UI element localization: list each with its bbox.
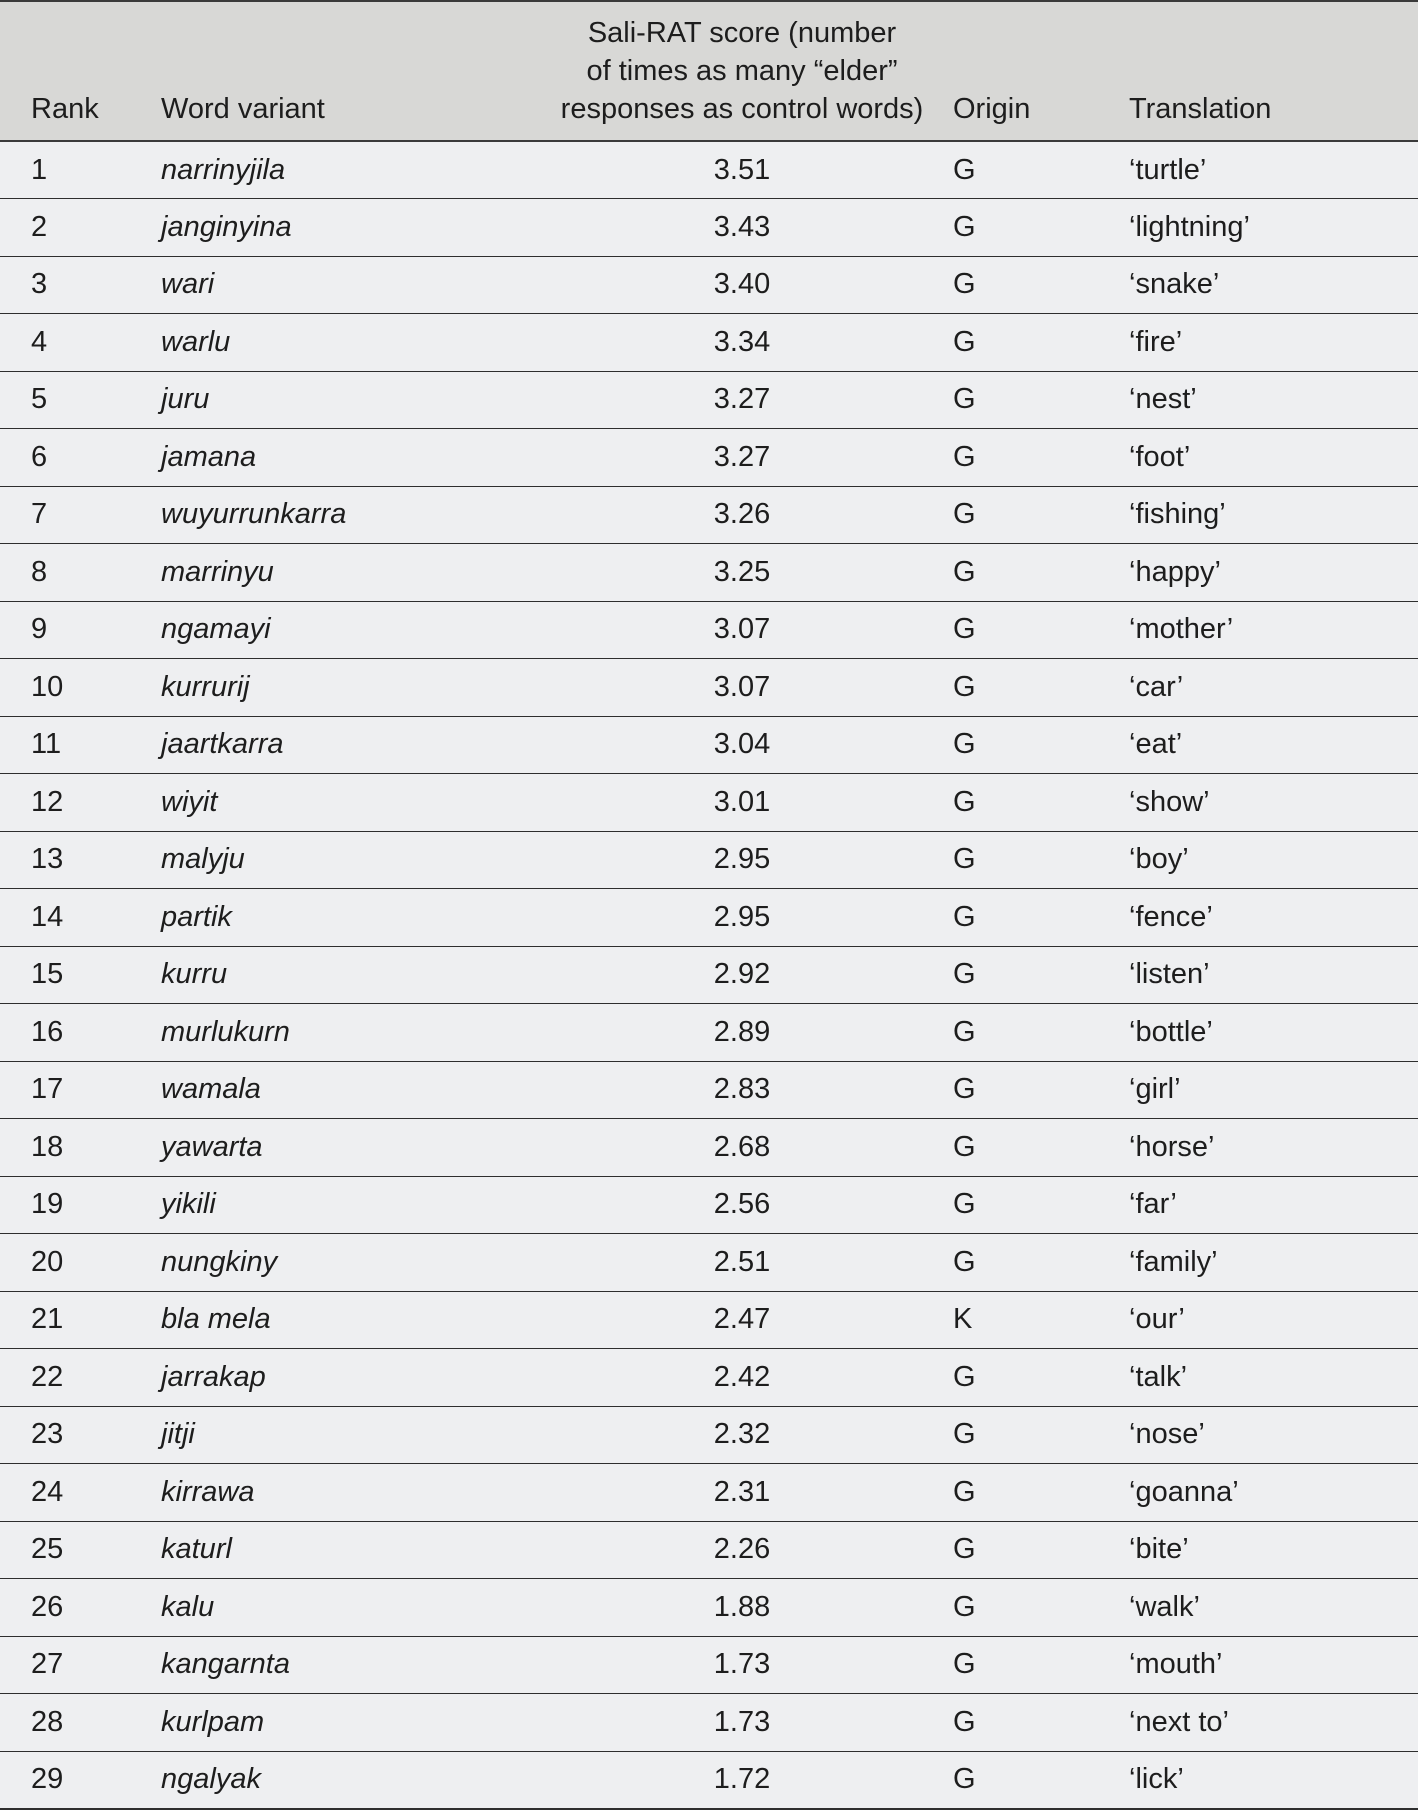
table-row (0, 831, 1418, 889)
cell-rank: 27 (31, 1648, 64, 1681)
cell-translation: ‘fishing’ (1129, 498, 1226, 531)
cell-word-variant: wuyurrunkarra (161, 498, 347, 531)
cell-origin: G (953, 1533, 976, 1566)
cell-score: 2.47 (713, 1303, 771, 1336)
table-row (0, 1579, 1418, 1637)
table-row (0, 659, 1418, 717)
cell-rank: 8 (31, 555, 48, 588)
table-header (0, 1, 1418, 141)
cell-rank: 21 (31, 1303, 64, 1336)
cell-score: 2.32 (713, 1418, 771, 1451)
cell-word-variant: nungkiny (161, 1245, 278, 1278)
table-row (0, 1406, 1418, 1464)
cell-origin: G (953, 268, 976, 301)
cell-word-variant: katurl (161, 1533, 232, 1566)
cell-origin: G (953, 1475, 976, 1508)
cell-origin: G (953, 1418, 976, 1451)
cell-origin: G (953, 900, 976, 933)
header-score (531, 1, 953, 141)
cell-word-variant: juru (161, 383, 210, 416)
cell-origin: G (953, 1130, 976, 1163)
cell-score: 2.56 (713, 1188, 771, 1221)
cell-word-variant: narrinyjila (161, 153, 286, 186)
cell-origin: G (953, 670, 976, 703)
header-translation: Translation (1129, 93, 1272, 125)
cell-score: 3.34 (713, 325, 771, 358)
cell-word-variant: yawarta (161, 1130, 263, 1163)
table-row (0, 1636, 1418, 1694)
cell-word-variant: ngalyak (161, 1763, 261, 1795)
cell-translation: ‘our’ (1129, 1303, 1185, 1336)
cell-score: 2.26 (713, 1533, 771, 1566)
table-row (0, 256, 1418, 314)
cell-score: 3.27 (713, 440, 771, 473)
header-score-line: Sali-RAT score (number (587, 17, 897, 49)
cell-score: 3.25 (713, 555, 771, 588)
cell-origin: G (953, 1360, 976, 1393)
cell-score: 3.01 (713, 785, 771, 818)
cell-rank: 19 (31, 1188, 64, 1221)
cell-word-variant: yikili (161, 1188, 216, 1221)
cell-score: 2.68 (713, 1130, 771, 1163)
cell-origin: G (953, 325, 976, 358)
cell-word-variant: jamana (161, 440, 257, 473)
cell-score: 1.72 (713, 1763, 771, 1795)
cell-score: 3.27 (713, 383, 771, 416)
table-row (0, 1291, 1418, 1349)
cell-word-variant: kangarnta (161, 1648, 290, 1681)
cell-score: 3.07 (713, 613, 771, 646)
cell-rank: 24 (31, 1475, 64, 1508)
cell-translation: ‘turtle’ (1129, 153, 1207, 186)
cell-origin: G (953, 1705, 976, 1738)
cell-rank: 9 (31, 613, 48, 646)
cell-origin: G (953, 785, 976, 818)
cell-score: 3.04 (713, 728, 771, 761)
cell-score: 2.89 (713, 1015, 771, 1048)
cell-origin: G (953, 958, 976, 991)
cell-score: 2.95 (713, 900, 771, 933)
cell-word-variant: jitji (161, 1418, 195, 1451)
cell-origin: G (953, 728, 976, 761)
table-row (0, 1751, 1418, 1809)
cell-translation: ‘nest’ (1129, 383, 1197, 416)
table-row (0, 199, 1418, 257)
cell-word-variant: wiyit (161, 785, 218, 818)
cell-word-variant: jarrakap (161, 1360, 266, 1393)
cell-translation: ‘car’ (1129, 670, 1184, 703)
cell-rank: 5 (31, 383, 48, 416)
cell-translation: ‘snake’ (1129, 268, 1220, 301)
cell-rank: 16 (31, 1015, 64, 1048)
cell-rank: 18 (31, 1130, 64, 1163)
cell-word-variant: kurru (161, 958, 228, 991)
cell-origin: G (953, 1763, 976, 1795)
cell-translation: ‘listen’ (1129, 958, 1210, 991)
cell-origin: G (953, 613, 976, 646)
table-row (0, 774, 1418, 832)
cell-rank: 28 (31, 1705, 64, 1738)
cell-rank: 13 (31, 843, 64, 876)
table-row (0, 314, 1418, 372)
table-row (0, 1464, 1418, 1522)
cell-origin: K (953, 1303, 973, 1336)
header-score-line: responses as control words) (560, 93, 924, 125)
cell-translation: ‘goanna’ (1129, 1475, 1239, 1508)
cell-word-variant: jaartkarra (161, 728, 284, 761)
cell-word-variant: wamala (161, 1073, 261, 1106)
cell-translation: ‘bite’ (1129, 1533, 1189, 1566)
cell-rank: 1 (31, 153, 48, 186)
cell-origin: G (953, 498, 976, 531)
cell-score: 3.40 (713, 268, 771, 301)
cell-word-variant: marrinyu (161, 555, 274, 588)
cell-word-variant: janginyina (161, 210, 292, 243)
cell-origin: G (953, 555, 976, 588)
cell-translation: ‘fire’ (1129, 325, 1183, 358)
cell-origin: G (953, 1188, 976, 1221)
cell-origin: G (953, 1590, 976, 1623)
cell-score: 2.83 (713, 1073, 771, 1106)
cell-translation: ‘horse’ (1129, 1130, 1215, 1163)
cell-rank: 20 (31, 1245, 64, 1278)
cell-word-variant: kirrawa (161, 1475, 255, 1508)
cell-word-variant: wari (161, 268, 215, 301)
table-row (0, 486, 1418, 544)
header-row (0, 1, 1418, 141)
table-row (0, 946, 1418, 1004)
cell-translation: ‘bottle’ (1129, 1015, 1213, 1048)
cell-translation: ‘eat’ (1129, 728, 1183, 761)
cell-translation: ‘lick’ (1129, 1763, 1184, 1795)
cell-rank: 10 (31, 670, 64, 703)
cell-score: 1.73 (713, 1648, 771, 1681)
cell-word-variant: ngamayi (161, 613, 271, 646)
cell-origin: G (953, 153, 976, 186)
header-word-variant: Word variant (161, 93, 325, 125)
cell-rank: 7 (31, 498, 48, 531)
cell-score: 3.26 (713, 498, 771, 531)
table-row (0, 141, 1418, 199)
cell-rank: 3 (31, 268, 48, 301)
cell-translation: ‘happy’ (1129, 555, 1221, 588)
cell-score: 1.73 (713, 1705, 771, 1738)
table-row (0, 1004, 1418, 1062)
cell-rank: 2 (31, 210, 48, 243)
cell-rank: 11 (31, 728, 62, 761)
cell-rank: 15 (31, 958, 64, 991)
cell-word-variant: kurlpam (161, 1705, 265, 1738)
cell-rank: 6 (31, 440, 48, 473)
cell-rank: 26 (31, 1590, 64, 1623)
cell-origin: G (953, 1015, 976, 1048)
cell-origin: G (953, 1073, 976, 1106)
cell-word-variant: malyju (161, 843, 245, 876)
cell-origin: G (953, 440, 976, 473)
cell-word-variant: murlukurn (161, 1015, 290, 1048)
cell-translation: ‘mother’ (1129, 613, 1234, 646)
cell-translation: ‘talk’ (1129, 1360, 1188, 1393)
cell-translation: ‘foot’ (1129, 440, 1191, 473)
table-row (0, 1176, 1418, 1234)
cell-rank: 4 (31, 325, 48, 358)
cell-translation: ‘boy’ (1129, 843, 1189, 876)
cell-translation: ‘lightning’ (1129, 210, 1250, 243)
cell-score: 1.88 (713, 1590, 771, 1623)
header-rank: Rank (31, 93, 99, 125)
cell-word-variant: partik (161, 900, 232, 933)
cell-rank: 25 (31, 1533, 64, 1566)
cell-translation: ‘nose’ (1129, 1418, 1205, 1451)
cell-score: 3.51 (713, 153, 771, 186)
cell-rank: 22 (31, 1360, 64, 1393)
cell-origin: G (953, 210, 976, 243)
cell-rank: 29 (31, 1763, 64, 1795)
table-row (0, 601, 1418, 659)
cell-word-variant: bla mela (161, 1303, 271, 1336)
cell-word-variant: kurrurij (161, 670, 250, 703)
cell-origin: G (953, 1245, 976, 1278)
cell-word-variant: warlu (161, 325, 231, 358)
table-row (0, 1061, 1418, 1119)
table-row (0, 889, 1418, 947)
cell-rank: 12 (31, 785, 64, 818)
table-row (0, 1521, 1418, 1579)
cell-word-variant: kalu (161, 1590, 215, 1623)
table-row (0, 1349, 1418, 1407)
table-row (0, 1694, 1418, 1752)
table-row (0, 544, 1418, 602)
cell-score: 2.42 (713, 1360, 771, 1393)
cell-origin: G (953, 383, 976, 416)
cell-translation: ‘family’ (1129, 1245, 1218, 1278)
cell-translation: ‘show’ (1129, 785, 1210, 818)
cell-score: 3.43 (713, 210, 771, 243)
cell-score: 2.51 (713, 1245, 771, 1278)
table-row (0, 371, 1418, 429)
cell-score: 2.92 (713, 958, 771, 991)
table-row (0, 716, 1418, 774)
cell-rank: 17 (31, 1073, 64, 1106)
cell-translation: ‘fence’ (1129, 900, 1213, 933)
cell-score: 2.95 (713, 843, 771, 876)
cell-translation: ‘far’ (1129, 1188, 1177, 1221)
cell-translation: ‘next to’ (1129, 1705, 1229, 1738)
cell-translation: ‘walk’ (1129, 1590, 1200, 1623)
cell-origin: G (953, 843, 976, 876)
cell-rank: 14 (31, 900, 64, 933)
table-body (0, 141, 1418, 1809)
cell-translation: ‘mouth’ (1129, 1648, 1223, 1681)
cell-rank: 23 (31, 1418, 64, 1451)
header-origin: Origin (953, 93, 1031, 125)
header-score-line: of times as many “elder” (586, 55, 898, 87)
cell-score: 3.07 (713, 670, 771, 703)
cell-origin: G (953, 1648, 976, 1681)
table-row (0, 429, 1418, 487)
cell-score: 2.31 (713, 1475, 771, 1508)
table-row (0, 1119, 1418, 1177)
table-row (0, 1234, 1418, 1292)
cell-translation: ‘girl’ (1129, 1073, 1181, 1106)
